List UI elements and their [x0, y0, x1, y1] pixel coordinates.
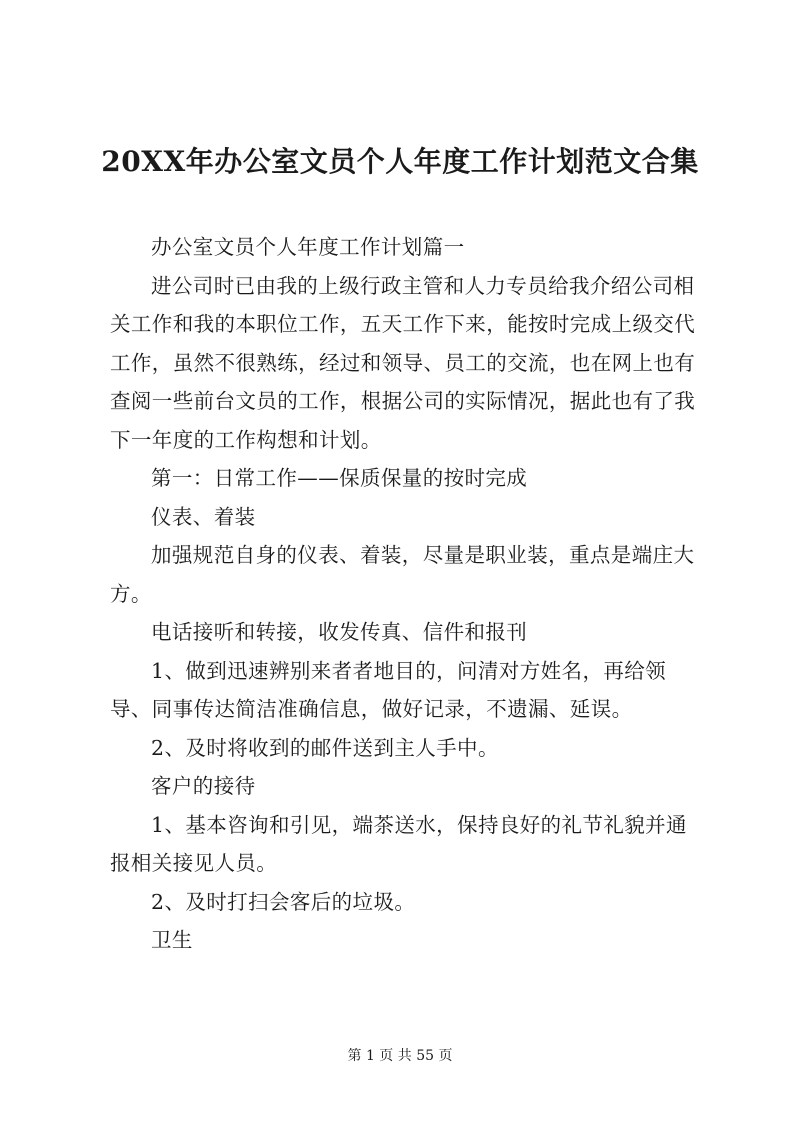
list-item: 1、做到迅速辨别来者者地目的，问清对方姓名，再给领导、同事传达简洁准确信息，做好记录，不遗漏、延误。	[110, 658, 667, 721]
list-item: 2、及时将收到的邮件送到主人手中。	[151, 735, 499, 760]
item-heading: 电话接听和转接，收发传真、信件和报刊	[151, 620, 528, 644]
page-footer	[0, 1046, 800, 1066]
document-title: 20XX年办公室文员个人年度工作计划范文合集	[101, 145, 699, 178]
paragraph: 进公司时已由我的上级行政主管和人力专员给我介绍公司相关工作和我的本职位工作，五天工作下来，能按时完成上级交代工作，虽然不很熟练，经过和领导、员工的交流，也在网上也有查阅一些前台文员的工作，根据公司的实际情况，据此也有了我下一年度的工作构想和计划。	[110, 273, 696, 452]
item-heading: 仪表、着装	[151, 504, 256, 529]
item-heading: 卫生	[151, 928, 193, 952]
document-body	[110, 228, 700, 960]
section-heading: 办公室文员个人年度工作计划篇一	[151, 235, 465, 259]
list-item: 1、基本咨询和引见，端茶送水，保持良好的礼节礼貌并通报相关接见人员。	[110, 812, 687, 875]
subsection-heading: 第一：日常工作——保质保量的按时完成	[151, 466, 528, 490]
page-number: 第 1 页 共 55 页	[347, 1048, 453, 1064]
paragraph: 加强规范自身的仪表、着装，尽量是职业装，重点是端庄大方。	[110, 543, 695, 606]
item-heading: 客户的接待	[151, 774, 256, 798]
list-item: 2、及时打扫会客后的垃圾。	[151, 889, 416, 914]
